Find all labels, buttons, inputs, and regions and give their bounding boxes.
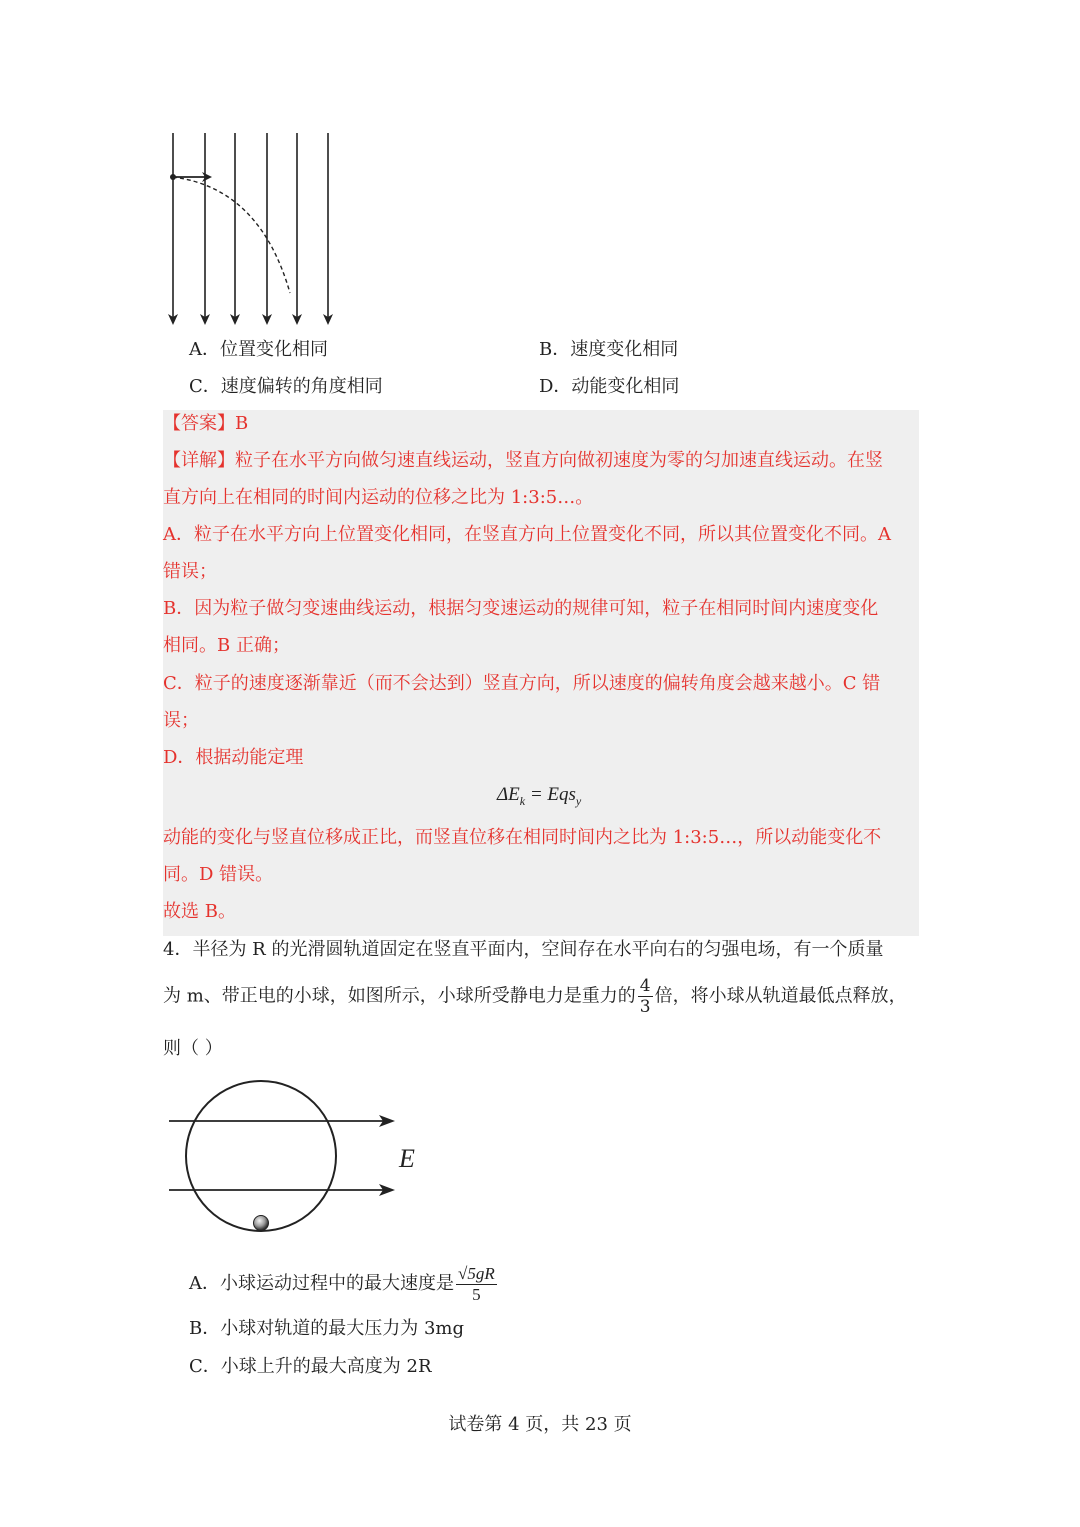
field-lines-figure [160, 128, 340, 330]
q4-option-a-text: A．小球运动过程中的最大速度是 [189, 1273, 454, 1294]
detail-line-3: A．粒子在水平方向上位置变化相同，在竖直方向上位置变化不同，所以其位置变化不同。A [163, 524, 891, 545]
frac-sqrt-den: 5 [472, 1284, 481, 1304]
page-footer: 试卷第 4 页，共 23 页 [448, 1414, 632, 1435]
detail-text: 粒子在水平方向做匀速直线运动，竖直方向做初速度为零的匀加速直线运动。在竖 [235, 450, 883, 471]
field-label-e: E [399, 1144, 415, 1173]
detail-line-8: 误； [163, 710, 199, 731]
detail-line-1 [163, 448, 883, 474]
detail-label: 【详解】 [163, 450, 235, 471]
detail-line-4: 错误； [163, 561, 217, 582]
option-c: C．速度偏转的角度相同 [189, 376, 383, 397]
q4-option-b: B．小球对轨道的最大压力为 3mg [189, 1318, 464, 1339]
circle-track-figure [165, 1078, 435, 1238]
detail-line-9: D．根据动能定理 [163, 747, 304, 768]
answer-label: 【答案】 [163, 413, 235, 434]
q4-line-2a: 为 m、带正电的小球，如图所示，小球所受静电力是重力的 [163, 985, 636, 1007]
q4-line-2b: 倍，将小球从轨道最低点释放， [654, 985, 907, 1007]
formula-sub-y: y [575, 793, 582, 808]
detail-line-2: 直方向上在相同的时间内运动的位移之比为 1:3:5…。 [163, 487, 594, 508]
q4-option-c: C．小球上升的最大高度为 2R [189, 1356, 432, 1377]
answer-line [163, 411, 248, 437]
frac-sqrt-num: √5gR [458, 1263, 495, 1283]
fraction-sqrt5gr [456, 1264, 497, 1305]
detail-line-10: 动能的变化与竖直位移成正比，而竖直位移在相同时间内之比为 1:3:5…，所以动能变化不 [163, 827, 882, 848]
answer-value: B [235, 413, 249, 434]
q4-line-3: 则（ ） [163, 1038, 223, 1059]
formula-eq: = Eqs [525, 784, 576, 805]
fraction-four-thirds [638, 976, 653, 1017]
detail-line-6: 相同。B 正确； [163, 635, 290, 656]
option-a: A．位置变化相同 [189, 339, 328, 360]
frac-den: 3 [639, 997, 651, 1017]
option-b: B．速度变化相同 [539, 339, 679, 360]
detail-line-5: B．因为粒子做匀变速曲线运动，根据匀变速运动的规律可知，粒子在相同时间内速度变化 [163, 598, 879, 619]
q4-option-a [189, 1262, 499, 1306]
option-d: D．动能变化相同 [539, 376, 680, 397]
detail-line-12: 故选 B。 [163, 901, 236, 922]
formula-delta: ΔE [497, 784, 520, 805]
q4-line-1: 4．半径为 R 的光滑圆轨道固定在竖直平面内，空间存在水平向右的匀强电场，有一个质量 [163, 939, 884, 960]
detail-line-7: C．粒子的速度逐渐靠近（而不会达到）竖直方向，所以速度的偏转角度会越来越小。C 错 [163, 673, 881, 694]
energy-formula [497, 784, 581, 809]
frac-num: 4 [639, 976, 651, 996]
formula-sub-k: k [519, 793, 526, 808]
q4-line-2 [163, 976, 907, 1017]
detail-line-11: 同。D 错误。 [163, 864, 274, 885]
